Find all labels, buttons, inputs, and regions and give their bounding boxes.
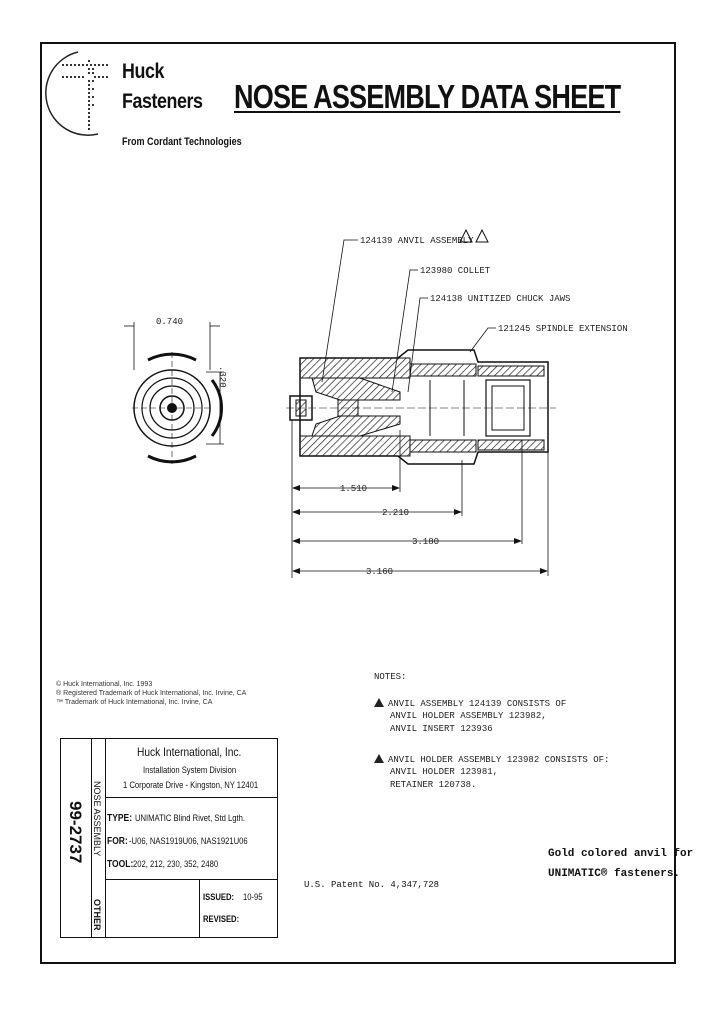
type-label: TYPE: <box>107 813 133 824</box>
company-name: Huck International, Inc. <box>137 745 242 759</box>
logo-huck: Huck <box>122 60 164 83</box>
for-value: -U06, NAS1919U06, NAS1921U06 <box>129 836 248 846</box>
doc-number: 99-2737 <box>66 801 85 864</box>
issued-label: ISSUED: <box>203 892 235 902</box>
side-label-other: OTHER <box>92 899 102 931</box>
trademark-line: ™ Trademark of Huck International, Inc. Irvine, CA <box>56 699 213 706</box>
dim-face-height: .320 <box>217 366 227 388</box>
end-view <box>124 317 227 464</box>
divider <box>105 797 277 798</box>
side-label-nose-assembly: NOSE ASSEMBLY <box>92 781 102 857</box>
note1-line2: ANVIL HOLDER ASSEMBLY 123982, <box>390 711 547 721</box>
page-title: NOSE ASSEMBLY DATA SHEET <box>234 78 621 115</box>
note2-line1 <box>374 754 609 765</box>
dim-3160: 3.160 <box>366 567 394 577</box>
type-value: UNIMATIC Blind Rivet, Std Lgth. <box>135 813 245 823</box>
registered-line: ® Registered Trademark of Huck International, Inc. Irvine, CA <box>56 690 247 697</box>
note1-text: ANVIL ASSEMBLY 124139 CONSISTS OF <box>388 699 567 709</box>
patent-number: U.S. Patent No. 4,347,728 <box>304 880 440 890</box>
gold-note-line2: UNIMATIC® fasteners. <box>548 868 681 880</box>
revised-label: REVISED: <box>203 914 240 924</box>
callout-chuck-jaws: 124138 UNITIZED CHUCK JAWS <box>430 294 571 304</box>
dim-face-dia: 0.740 <box>156 317 184 327</box>
issued-value: 10-95 <box>243 892 263 902</box>
division-name: Installation System Division <box>143 765 237 775</box>
notes-heading: NOTES: <box>374 672 407 682</box>
logo-subtitle: From Cordant Technologies <box>122 136 242 148</box>
gold-note-line1: Gold colored anvil for <box>548 848 694 860</box>
dim-2210: 2.210 <box>382 508 410 518</box>
warning-triangle-icon <box>374 754 384 763</box>
callout-collet: 123980 COLLET <box>420 266 491 276</box>
logo-fasteners: Fasteners <box>122 90 203 113</box>
note1-line3: ANVIL INSERT 123936 <box>390 724 493 734</box>
callout-spindle-extension: 121245 SPINDLE EXTENSION <box>498 324 628 334</box>
note1-line1 <box>374 698 566 709</box>
tool-label: TOOL: <box>107 859 134 870</box>
note2-text: ANVIL HOLDER ASSEMBLY 123982 CONSISTS OF: <box>388 755 610 765</box>
tool-value: 202, 212, 230, 352, 2480 <box>133 859 219 869</box>
title-block-number-column <box>61 739 92 937</box>
note2-line3: RETAINER 120738. <box>390 780 477 790</box>
company-address: 1 Corporate Drive - Kingston, NY 12401 <box>123 780 259 790</box>
dim-1510: 1.510 <box>340 484 368 494</box>
cross-section <box>286 350 556 464</box>
divider <box>199 879 200 937</box>
for-label: FOR: <box>107 836 128 847</box>
dim-3180: 3.180 <box>412 537 440 547</box>
warning-triangle-icon <box>374 698 384 707</box>
divider <box>105 879 277 880</box>
title-block <box>60 738 278 938</box>
note2-line2: ANVIL HOLDER 123981, <box>390 767 499 777</box>
title-block-label-column <box>91 739 106 937</box>
copyright-line: © Huck International, Inc. 1993 <box>56 681 153 688</box>
callout-anvil-assembly: 124139 ANVIL ASSEMBLY <box>360 236 474 246</box>
